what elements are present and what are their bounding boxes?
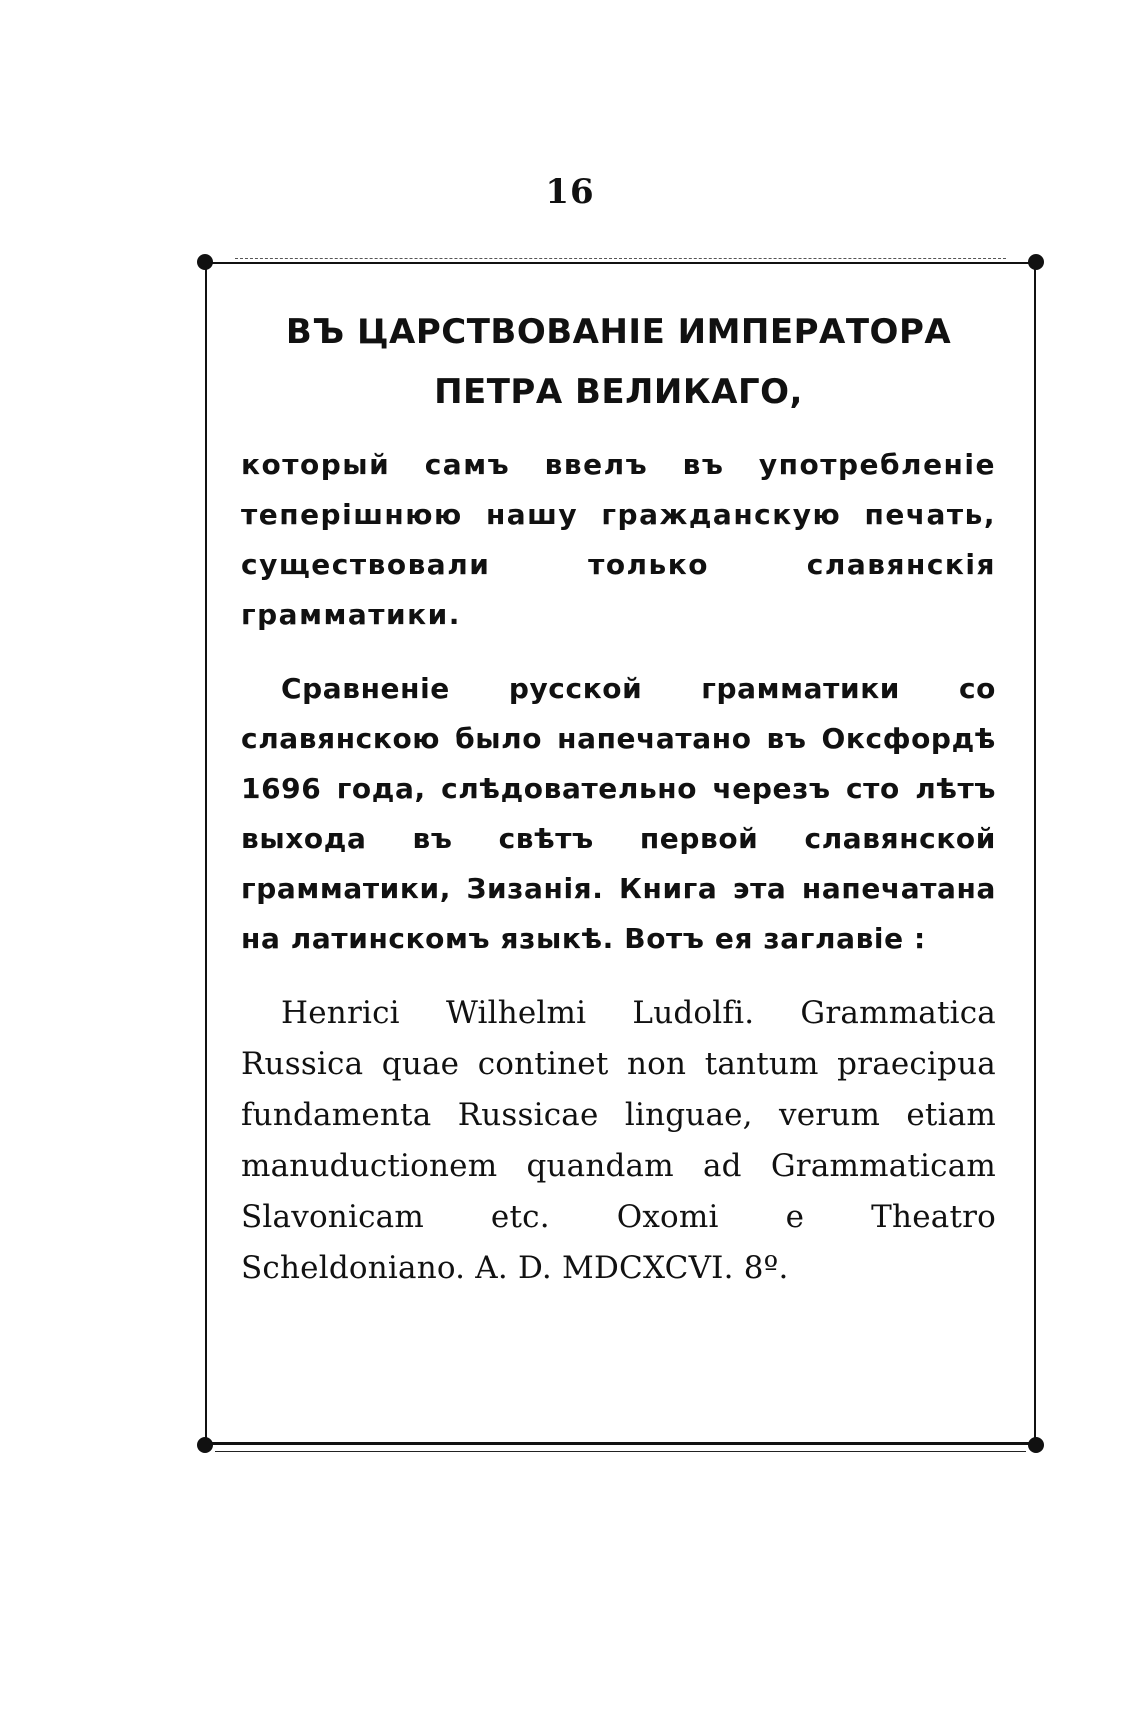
corner-ornament-icon — [197, 1437, 213, 1453]
heading-line-2: ПЕТРА ВЕЛИКАГО, — [434, 372, 803, 412]
corner-ornament-icon — [1028, 1437, 1044, 1453]
page-number: 16 — [545, 172, 595, 212]
paragraph-latin-title: Henrici Wilhelmi Ludolfi. Grammatica Russica quae continet non tantum praecipua fundamenta Russicae linguae, verum etiam manuductionem quandam ad Grammaticam Slavonicam etc. Oxomi e Theatro Scheldoniano. A. D. MDCXCVI. 8º. — [241, 995, 996, 1286]
page-body — [241, 302, 996, 1294]
frame-bottom-rule — [205, 1442, 1036, 1445]
decorative-frame — [205, 262, 1036, 1445]
corner-ornament-icon — [197, 254, 213, 270]
frame-top-rule — [205, 262, 1036, 264]
paragraph-continuation: который самъ ввелъ въ употребленіе теперішнюю нашу гражданскую печать, существовали только славянскія грамматики. — [241, 448, 996, 631]
heading-line-1: ВЪ ЦАРСТВОВАНІЕ ИМПЕРАТОРА — [285, 312, 952, 352]
corner-ornament-icon — [1028, 254, 1044, 270]
section-heading — [241, 302, 996, 422]
paragraph-comparison: Сравненіе русской грамматики со славянскою было напечатано въ Оксфордѣ 1696 года, слѣдовательно черезъ сто лѣтъ выхода въ свѣтъ первой славянской грамматики, Зизанія. Книга эта напечатана на латинскомъ языкѣ. Вотъ ея заглавіе : — [241, 672, 996, 955]
frame-right-rule — [1034, 262, 1036, 1445]
frame-left-rule — [205, 262, 207, 1445]
